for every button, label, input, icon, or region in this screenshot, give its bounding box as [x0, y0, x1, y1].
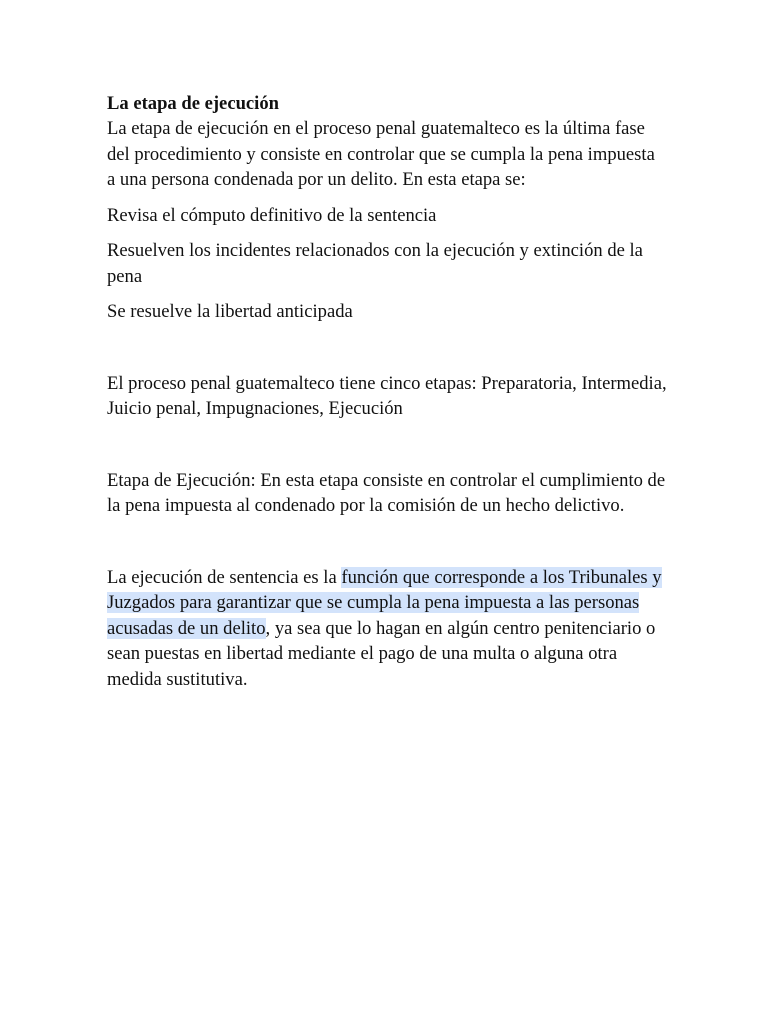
final-paragraph	[107, 565, 667, 693]
section-heading: La etapa de ejecución	[107, 93, 279, 114]
ejecucion-paragraph: Etapa de Ejecución: En esta etapa consiste en controlar el cumplimiento de la pena impuesta al condenado por la comisión de un hecho delictivo.	[107, 469, 666, 516]
list-item-incidentes: Resuelven los incidentes relacionados con la ejecución y extinción de la pena	[107, 240, 643, 287]
list-item-libertad: Se resuelve la libertad anticipada	[107, 301, 353, 322]
final-text-before: La ejecución de sentencia es la	[107, 566, 342, 588]
highlighted-text[interactable]: función que corresponde a los Tribunales y Juzgados para garantizar que se cumpla la pena impuesta a las personas acusadas de un delito	[107, 566, 662, 639]
intro-paragraph: La etapa de ejecución en el proceso penal guatemalteco es la última fase del procedimiento y consiste en controlar que se cumpla la pena impuesta a una persona condenada por un delito. En esta etapa se:	[107, 118, 655, 190]
document-page	[107, 92, 667, 692]
final-text-after: , ya sea que lo hagan en algún centro penitenciario o sean puestas en libertad mediante el pago de una multa o alguna otra medida sustitutiva.	[107, 617, 656, 690]
etapas-paragraph: El proceso penal guatemalteco tiene cinco etapas: Preparatoria, Intermedia, Juicio penal, Impugnaciones, Ejecución	[107, 372, 667, 419]
list-item-computo: Revisa el cómputo definitivo de la sentencia	[107, 204, 437, 226]
